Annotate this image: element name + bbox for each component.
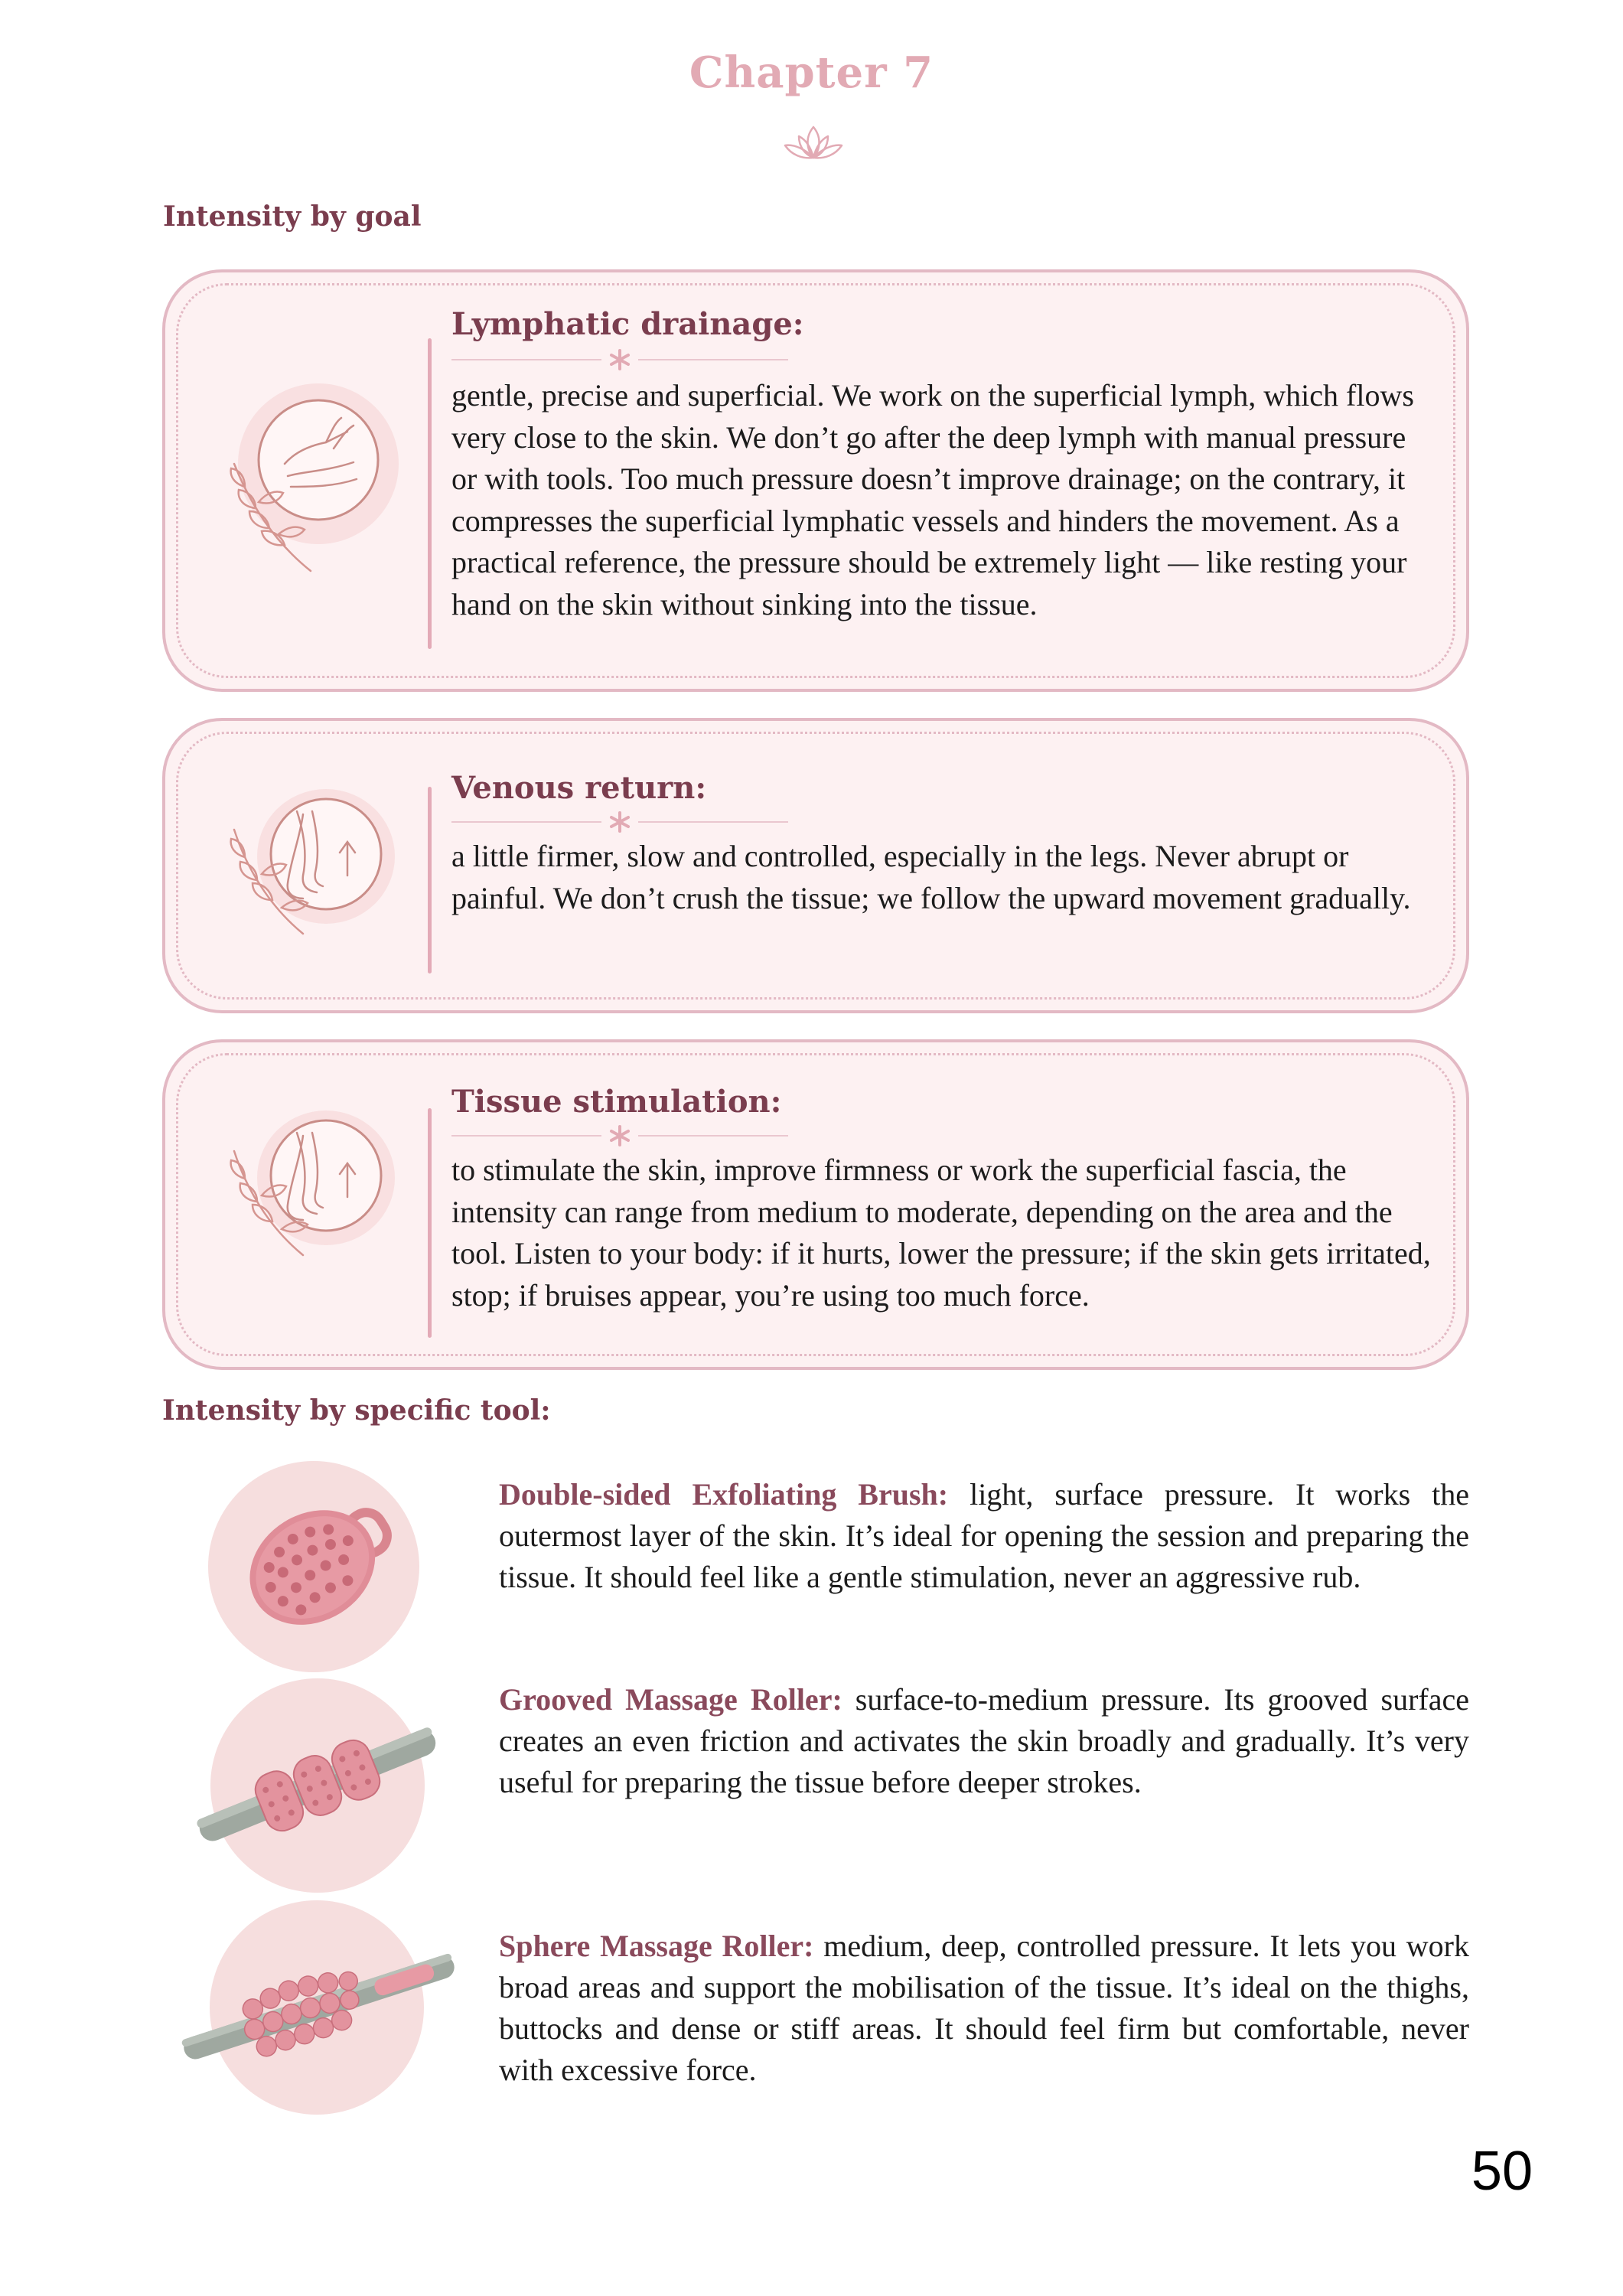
card-text: to stimulate the skin, improve firmness or work the superficial fascia, the intensity can range from medium to moderate, depending on the area and the tool. Listen to your body: if it hurts, lower the pressure; if the skin gets irritated, stop; if bruises appear, you’re using too much force. xyxy=(451,1153,1431,1313)
tool-name: Grooved Massage Roller: xyxy=(499,1682,842,1717)
goal-card-lymphatic xyxy=(162,269,1469,692)
exfoliating-brush-icon xyxy=(199,1456,429,1678)
asterisk-divider-icon xyxy=(451,811,788,833)
card-title: Venous return: xyxy=(451,770,707,806)
tool-text: light, surface pressure. It works the outermost layer of the skin. It’s ideal for opening the session and preparing the tissue. It should feel like a gentle stimulation, never an aggressive rub. xyxy=(499,1477,1469,1594)
tool-text: medium, deep, controlled pressure. It lets you work broad areas and support the mobilisation of the tissue. It’s ideal on the thighs, buttocks and dense or stiff areas. It should feel firm but comfortable, never with excessive force. xyxy=(499,1929,1469,2087)
goal-card-venous xyxy=(162,718,1469,1013)
section-heading-goal: Intensity by goal xyxy=(163,201,422,233)
tool-name: Sphere Massage Roller: xyxy=(499,1929,814,1963)
grooved-roller-icon xyxy=(184,1675,451,1896)
asterisk-divider-icon xyxy=(451,349,788,370)
card-text: a little firmer, slow and controlled, especially in the legs. Never abrupt or painful. We don’t crush the tissue; we follow the upward movement gradually. xyxy=(451,839,1411,915)
tool-description-grooved-roller xyxy=(499,1679,1469,1803)
lotus-icon xyxy=(779,121,848,164)
tool-text: surface-to-medium pressure. Its grooved surface creates an even friction and activates the skin broadly and gradually. It’s very useful for preparing the tissue before deeper strokes. xyxy=(499,1682,1469,1799)
card-title: Tissue stimulation: xyxy=(451,1084,782,1120)
sphere-roller-icon xyxy=(171,1896,467,2118)
card-divider-bar xyxy=(428,787,432,974)
legs-up-arrow-icon xyxy=(211,784,402,960)
tool-description-brush xyxy=(499,1474,1469,1598)
tool-name: Double-sided Exfoliating Brush: xyxy=(499,1477,949,1512)
chapter-title: Chapter 7 xyxy=(689,47,934,98)
card-title: Lymphatic drainage: xyxy=(451,306,804,342)
goal-card-tissue xyxy=(162,1039,1469,1370)
card-text: gentle, precise and superficial. We work on the superficial lymph, which flows very close to the skin. We don’t go after the deep lymph with manual pressure or with tools. Too much pressure doesn’t improve drainage; on the contrary, it compresses the superficial lymphatic vessels and hinders the movement. As a practical reference, the pressure should be extremely light — like resting your hand on the skin without sinking into the tissue. xyxy=(451,378,1414,621)
card-divider-bar xyxy=(428,338,432,649)
card-divider-bar xyxy=(428,1108,432,1338)
section-heading-tool: Intensity by specific tool: xyxy=(162,1394,551,1427)
page-number: 50 xyxy=(1471,2141,1533,2202)
asterisk-divider-icon xyxy=(451,1125,788,1146)
hands-icon xyxy=(211,372,402,594)
legs-up-arrow-icon xyxy=(211,1105,402,1281)
tool-description-sphere-roller xyxy=(499,1926,1469,2091)
